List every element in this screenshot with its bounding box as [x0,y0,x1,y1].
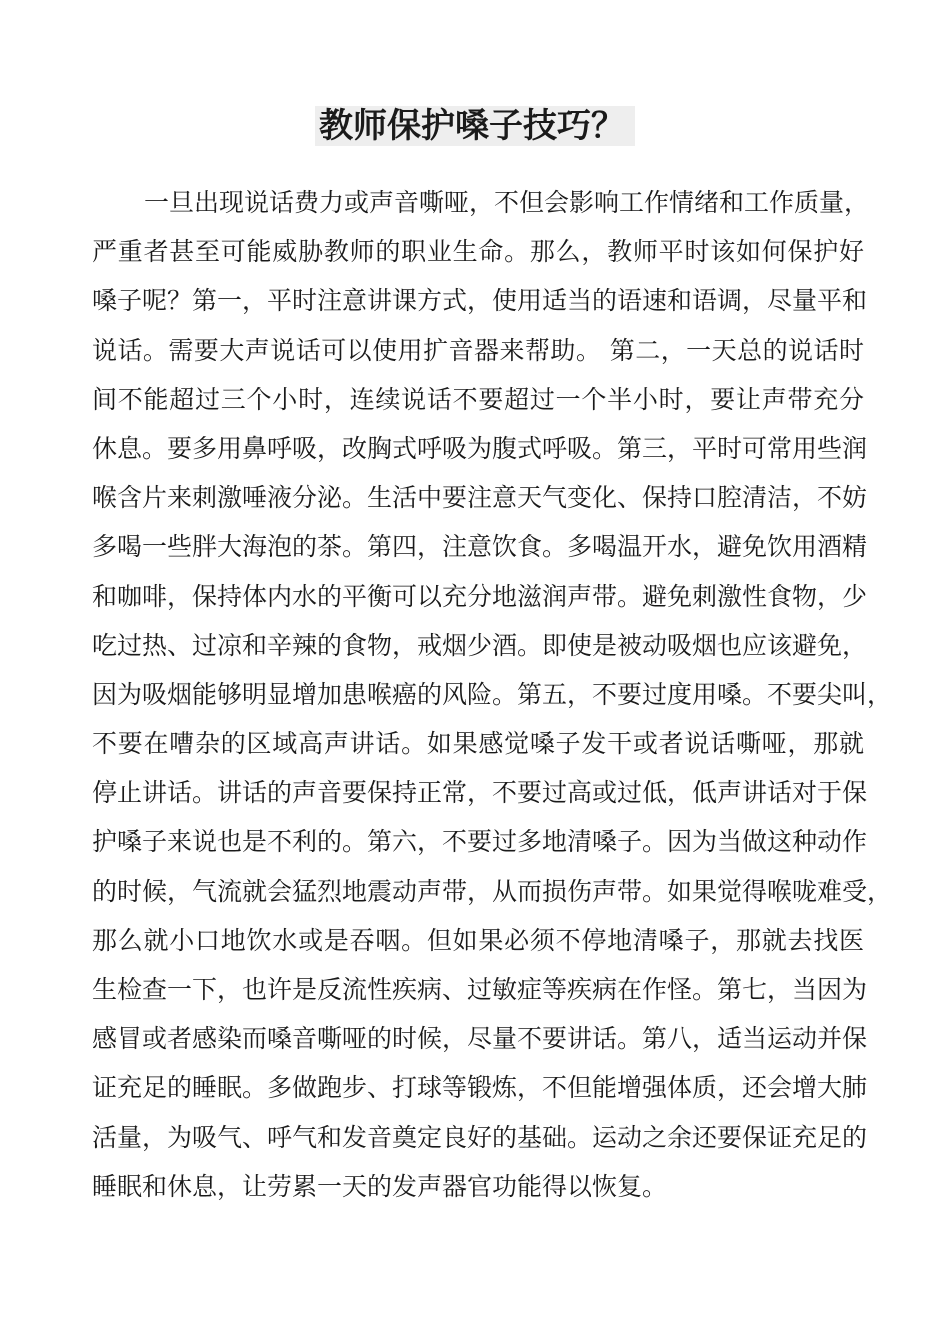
document-title [0,98,950,154]
paragraph-line: 喉含片来刺激唾液分泌。生活中要注意天气变化、保持口腔清洁，不妨 [92,483,868,513]
paragraph-line: 停止讲话。讲话的声音要保持正常，不要过高或过低，低声讲话对于保 [92,778,868,808]
paragraph-line: 休息。要多用鼻呼吸，改胸式呼吸为腹式呼吸。第三，平时可常用些润 [92,433,868,463]
paragraph-line: 嗓子呢？第一，平时注意讲课方式，使用适当的语速和语调，尽量平和 [92,286,868,316]
paragraph-line: 吃过热、过凉和辛辣的食物，戒烟少酒。即使是被动吸烟也应该避免， [92,630,868,660]
paragraph-line: 那么就小口地饮水或是吞咽。但如果必须不停地清嗓子，那就去找医 [92,925,864,955]
paragraph-line: 生检查一下，也许是反流性疾病、过敏症等疾病在作怪。第七，当因为 [92,975,868,1004]
paragraph-line: 证充足的睡眠。多做跑步、打球等锻炼，不但能增强体质，还会增大肺 [92,1073,868,1103]
paragraph-line: 间不能超过三个小时，连续说话不要超过一个半小时，要让声带充分 [92,384,864,414]
paragraph-line: 多喝一些胖大海泡的茶。第四，注意饮食。多喝温开水，避免饮用酒精 [92,532,868,562]
body-paragraph [92,178,893,1211]
paragraph-line: 的时候，气流就会猛烈地震动声带，从而损伤声带。如果觉得喉咙难受， [92,876,893,906]
paragraph-line: 感冒或者感染而嗓音嘶哑的时候，尽量不要讲话。第八，适当运动并保 [92,1024,868,1054]
paragraph-line: 因为吸烟能够明显增加患喉癌的风险。第五，不要过度用嗓。不要尖叫， [92,679,893,709]
title-text: 教师保护嗓子技巧？ [315,106,635,146]
paragraph-line: 和咖啡，保持体内水的平衡可以充分地滋润声带。避免刺激性食物，少 [92,581,868,611]
paragraph-line: 活量，为吸气、呼气和发音奠定良好的基础。运动之余还要保证充足的 [92,1122,868,1152]
paragraph-line: 一旦出现说话费力或声音嘶哑，不但会影响工作情绪和工作质量， [144,188,870,217]
paragraph-line: 护嗓子来说也是不利的。第六，不要过多地清嗓子。因为当做这种动作 [92,827,868,857]
paragraph-line: 严重者甚至可能威胁教师的职业生命。那么，教师平时该如何保护好 [92,237,864,267]
paragraph-line: 说话。需要大声说话可以使用扩音器来帮助。 第二，一天总的说话时 [92,335,864,365]
paragraph-line: 不要在嘈杂的区域高声讲话。如果感觉嗓子发干或者说话嘶哑，那就 [92,729,864,759]
paragraph-line: 睡眠和休息，让劳累一天的发声器官功能得以恢复。 [92,1171,668,1201]
